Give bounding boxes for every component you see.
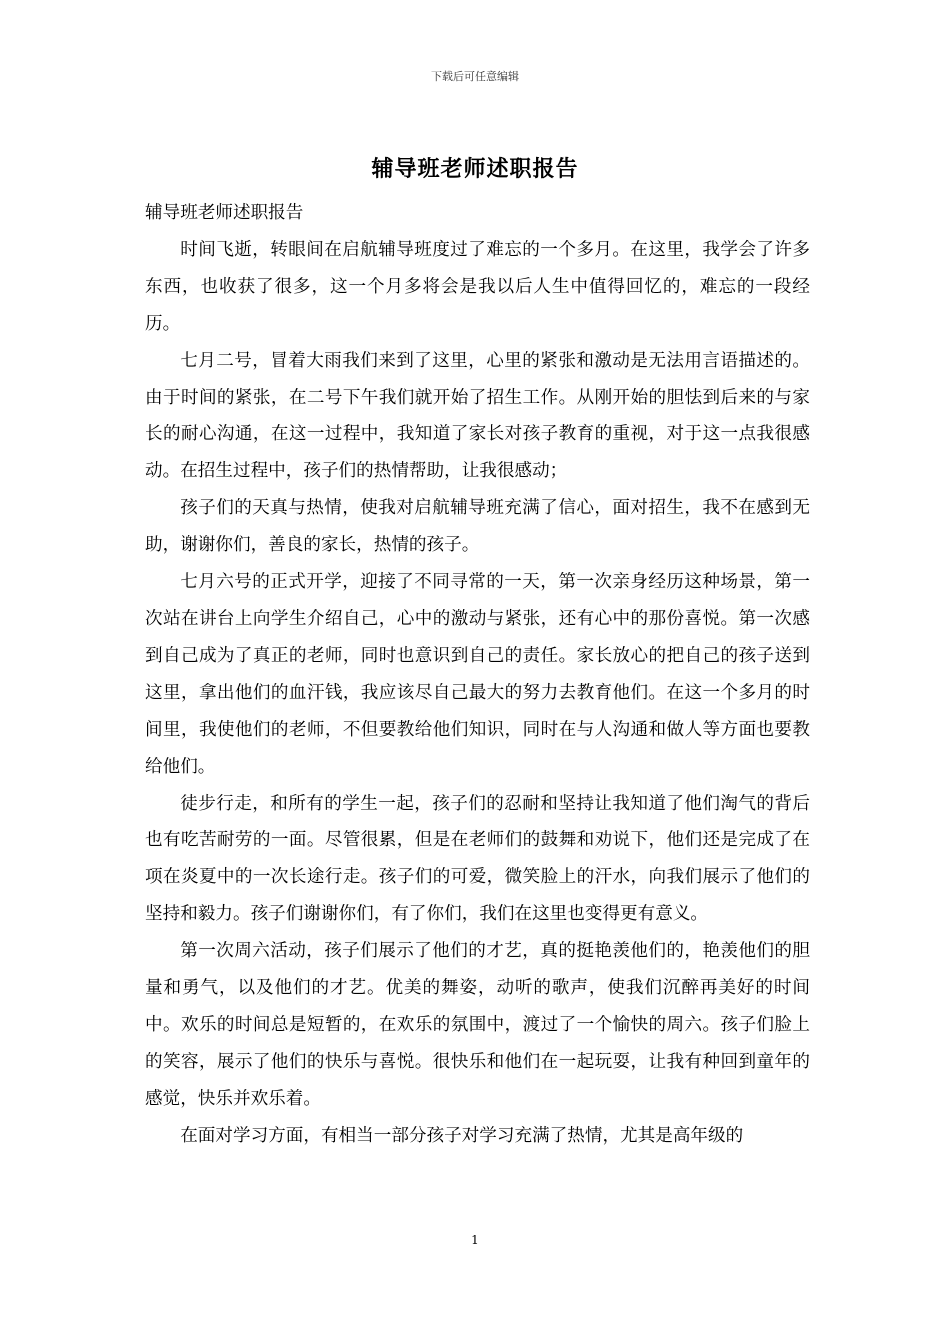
- paragraph: 徒步行走，和所有的学生一起，孩子们的忍耐和坚持让我知道了他们淘气的背后也有吃苦耐劳的一面。尽管很累，但是在老师们的鼓舞和劝说下，他们还是完成了在项在炎夏中的一次长途行走。孩子们的可爱，微笑脸上的汗水，向我们展示了他们的坚持和毅力。孩子们谢谢你们，有了你们，我们在这里也变得更有意义。: [145, 793, 810, 925]
- document-title: 辅导班老师述职报告: [371, 156, 579, 182]
- paragraph: 孩子们的天真与热情，使我对启航辅导班充满了信心，面对招生，我不在感到无助，谢谢你们，善良的家长，热情的孩子。: [145, 498, 810, 556]
- document-subtitle: 辅导班老师述职报告: [145, 203, 304, 223]
- page-number: 1: [471, 1233, 479, 1247]
- paragraph: 时间飞逝，转眼间在启航辅导班度过了难忘的一个多月。在这里，我学会了许多东西，也收获了很多，这一个月多将会是我以后人生中值得回忆的，难忘的一段经历。: [145, 239, 810, 334]
- header-note: 下载后可任意编辑: [431, 70, 519, 83]
- paragraph: 七月六号的正式开学，迎接了不同寻常的一天，第一次亲身经历这种场景，第一次站在讲台上向学生介绍自己，心中的激动与紧张，还有心中的那份喜悦。第一次感到自己成为了真正的老师，同时也意识到自己的责任。家长放心的把自己的孩子送到这里，拿出他们的血汗钱，我应该尽自己最大的努力去教育他们。在这一个多月的时间里，我使他们的老师，不但要教给他们知识，同时在与人沟通和做人等方面也要教给他们。: [145, 572, 810, 777]
- document-body: [145, 195, 810, 1155]
- paragraph: 在面对学习方面，有相当一部分孩子对学习充满了热情，尤其是高年级的: [180, 1125, 744, 1146]
- paragraph: 第一次周六活动，孩子们展示了他们的才艺，真的挺艳羡他们的，艳羡他们的胆量和勇气，以及他们的才艺。优美的舞姿，动听的歌声，使我们沉醉再美好的时间中。欢乐的时间总是短暂的，在欢乐的氛围中，渡过了一个愉快的周六。孩子们脸上的笑容，展示了他们的快乐与喜悦。很快乐和他们在一起玩耍，让我有种回到童年的感觉，快乐并欢乐着。: [145, 941, 810, 1109]
- paragraph: 七月二号，冒着大雨我们来到了这里，心里的紧张和激动是无法用言语描述的。由于时间的紧张，在二号下午我们就开始了招生工作。从刚开始的胆怯到后来的与家长的耐心沟通，在这一过程中，我知道了家长对孩子教育的重视，对于这一点我很感动。在招生过程中，孩子们的热情帮助，让我很感动；: [145, 350, 810, 482]
